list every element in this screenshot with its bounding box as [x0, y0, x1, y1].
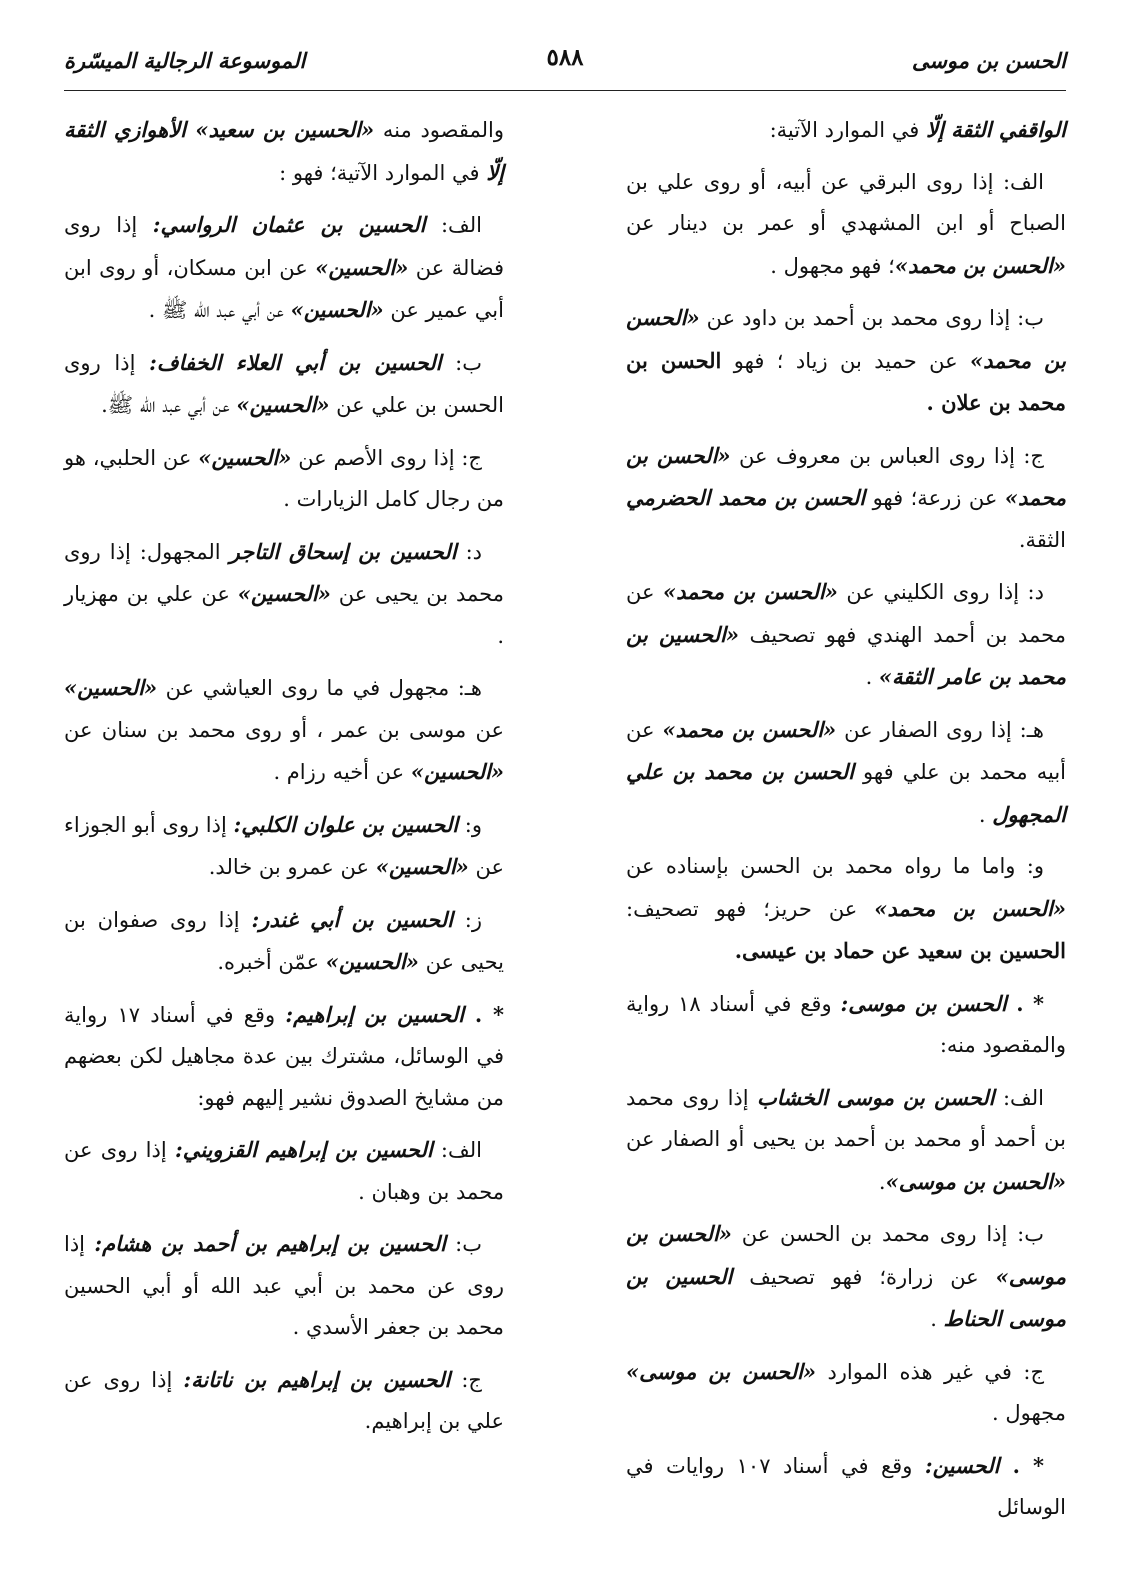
emphasized-name: الحسن بن محمد بن علي المجهول — [626, 759, 1066, 827]
page-number: ٥٨٨ — [546, 44, 584, 71]
bold-text: * . — [999, 1452, 1044, 1478]
emphasized-name: الحسين بن إبراهيم: — [285, 1001, 464, 1027]
paragraph — [626, 709, 1066, 837]
body-text: إذا روى أبو الجوزاء عن — [64, 812, 504, 879]
body-text: الف: — [994, 1085, 1044, 1110]
paragraph — [626, 109, 1066, 152]
body-text: إذا روى عن علي بن إبراهيم. — [64, 1367, 504, 1433]
paragraph — [64, 531, 504, 658]
body-text: ج: إذا روى الأصم عن — [291, 445, 482, 470]
emphasized-name: «الحسين» — [325, 949, 419, 974]
emphasized-name: «الحسن بن موسى» — [626, 1221, 1066, 1289]
emphasized-name: «الحسين» — [64, 675, 158, 700]
emphasized-name: الحسين بن موسى الحناط — [626, 1263, 1066, 1331]
emphasized-name: الحسين بن أبي غندر: — [251, 906, 453, 932]
body-text: إذا روى الحسن بن علي عن — [64, 350, 504, 417]
body-text: ز: — [452, 907, 482, 932]
emphasized-name: «الحسين» — [290, 297, 384, 322]
body-text: إذا روى عن محمد بن وهبان . — [64, 1138, 504, 1204]
body-text: ب: إذا روى محمد بن الحسن عن — [731, 1222, 1044, 1246]
body-text: إذا روى فضالة عن — [64, 213, 504, 280]
left-column — [64, 109, 504, 1539]
body-text: عن أبي عبد الله ﷺ. — [101, 393, 237, 417]
emphasized-name: الحسين بن إبراهيم القزويني: — [174, 1137, 433, 1162]
body-text: الف: إذا روى البرقي عن أبيه، أو روى علي بن الصباح أو ابن المشهدي أو عمر بن دينار عن — [626, 169, 1066, 235]
body-text: الثقة. — [1018, 527, 1066, 552]
body-text: ج: — [450, 1367, 482, 1392]
body-text: . — [878, 1169, 886, 1194]
body-text: هـ: إذا روى الصفار عن — [836, 717, 1044, 742]
body-text: إذا روى محمد بن أحمد أو محمد بن أحمد بن يحيى أو الصفار عن — [626, 1085, 1066, 1151]
emphasized-name: «الحسين» — [315, 254, 409, 280]
emphasized-name: الواقفي الثقة إلّا — [926, 117, 1066, 142]
bold-text: الحسن بن محمد بن علان . — [626, 347, 1066, 415]
body-text: . — [978, 802, 993, 827]
paragraph — [626, 1351, 1066, 1435]
paragraph — [626, 1213, 1066, 1341]
right-column — [626, 109, 1066, 1539]
emphasized-name: «الحسن بن موسى» — [885, 1168, 1066, 1194]
body-text: و: واما ما رواه محمد بن الحسن بإسناده عن — [626, 854, 1044, 878]
body-text: عن الحلبي، هو من رجال كامل الزيارات . — [64, 445, 504, 511]
body-text: مجهول . — [992, 1401, 1066, 1425]
body-text: ج: في غير هذه الموارد — [815, 1359, 1044, 1384]
emphasized-name: الحسين بن أبي العلاء الخفاف: — [149, 349, 442, 375]
emphasized-name: «الحسين» — [375, 854, 469, 879]
emphasized-name: «الحسن بن محمد» — [662, 716, 837, 742]
paragraph — [64, 342, 504, 427]
body-text: الف: — [432, 1138, 482, 1162]
body-text: عن ابن مسكان، أو روى ابن أبي عمير عن — [64, 255, 504, 322]
header-entry-name: الحسن بن موسى — [911, 48, 1066, 73]
body-text: عن أبيه محمد بن علي فهو — [626, 717, 1066, 784]
body-text: عن حميد بن زياد ؛ فهو — [721, 348, 971, 373]
emphasized-name: «الحسين» — [410, 759, 504, 784]
emphasized-name: الحسن بن موسى: — [840, 990, 1007, 1016]
paragraph — [64, 204, 504, 332]
body-text: عمّن أخبره. — [217, 950, 326, 974]
body-text: . — [865, 665, 879, 689]
paragraph — [64, 899, 504, 984]
body-text: عن محمد بن أحمد الهندي فهو تصحيف — [626, 580, 1066, 647]
emphasized-name: «الحسين» — [198, 444, 292, 470]
paragraph — [64, 109, 504, 194]
body-text: عن عمرو بن خالد. — [208, 855, 376, 879]
emphasized-name: «الحسين بن محمد بن عامر الثقة» — [626, 621, 1066, 689]
emphasized-name: «الحسن بن محمد» — [626, 305, 1066, 373]
running-header — [64, 40, 1066, 91]
body-text: د: إذا روى الكليني عن — [837, 580, 1044, 604]
paragraph — [626, 1445, 1066, 1529]
body-text: ب: — [445, 1232, 482, 1256]
body-text: ب: إذا روى محمد بن أحمد بن داود عن — [699, 306, 1044, 330]
body-text: إذا روى عن محمد بن أبي عبد الله أو أبي الحسين محمد بن جعفر الأسدي . — [64, 1232, 504, 1339]
emphasized-name: «الحسن بن محمد» — [894, 252, 1066, 278]
body-text: وقع في أسناد ١٠٧ روايات في الوسائل — [626, 1453, 1066, 1519]
body-text: وقع في أسناد ١٨ رواية والمقصود منه: — [626, 991, 1066, 1057]
body-text: في الموارد الآتية: — [769, 118, 927, 142]
bold-text: * . — [463, 1001, 504, 1027]
emphasized-name: «الحسن بن موسى» — [626, 1358, 816, 1384]
emphasized-name: «الحسين» — [237, 581, 331, 606]
body-text: عن علي بن مهزيار . — [64, 582, 504, 648]
emphasized-name: «الحسن بن محمد» — [874, 895, 1066, 921]
paragraph — [64, 994, 504, 1120]
body-text: ب: — [441, 350, 482, 375]
paragraph — [64, 437, 504, 521]
emphasized-name: الحسين: — [924, 1452, 1000, 1478]
emphasized-name: الحسين بن عثمان الرواسي: — [152, 212, 426, 237]
body-text: ج: إذا روى العباس بن معروف عن — [730, 443, 1044, 468]
emphasized-name: الحسين بن إبراهيم بن أحمد بن هشام: — [94, 1231, 446, 1256]
body-text: الف: — [425, 213, 482, 237]
body-text: عن موسى بن عمر ، أو روى محمد بن سنان عن — [64, 717, 504, 742]
body-text: . — [930, 1307, 944, 1331]
body-text: هـ: مجهول في ما روى العياشي عن — [157, 676, 482, 700]
emphasized-name: الحسن بن محمد الحضرمي — [626, 485, 866, 510]
paragraph — [626, 435, 1066, 562]
body-text: إذا روى صفوان بن يحيى عن — [64, 907, 504, 974]
paragraph — [626, 297, 1066, 425]
bold-text: الحسين بن سعيد عن حماد بن عيسى. — [734, 938, 1066, 963]
body-text: عن أبي عبد الله ﷺ . — [148, 298, 291, 322]
body-text: في الموارد الآتية؛ فهو : — [279, 160, 487, 185]
body-text: والمقصود منه — [374, 118, 504, 142]
emphasized-name: الحسن بن موسى الخشاب — [757, 1084, 995, 1110]
emphasized-name: «الحسين» — [236, 392, 330, 417]
body-text: المجهول: إذا روى محمد بن يحيى عن — [64, 539, 504, 606]
paragraph — [626, 571, 1066, 699]
body-text: عن زرعة؛ فهو — [865, 486, 1005, 510]
paragraph — [64, 667, 504, 794]
paragraph — [64, 1129, 504, 1213]
paragraph — [626, 846, 1066, 973]
body-text: ؛ فهو مجهول . — [770, 253, 895, 278]
paragraph — [626, 162, 1066, 288]
emphasized-name: الحسين بن إبراهيم بن ناتانة: — [183, 1366, 451, 1392]
paragraph — [64, 1223, 504, 1349]
emphasized-name: «الحسن بن محمد» — [626, 442, 1066, 510]
body-text: عن حريز؛ فهو تصحيف: — [626, 896, 875, 921]
emphasized-name: «الحسن بن محمد» — [663, 579, 838, 604]
emphasized-name: «الحسين بن سعيد» الأهوازي الثقة إلّا — [64, 117, 504, 185]
paragraph — [64, 1359, 504, 1443]
paragraph — [626, 983, 1066, 1067]
paragraph — [64, 804, 504, 889]
emphasized-name: الحسين بن علوان الكلبي: — [233, 811, 459, 837]
emphasized-name: الحسين بن إسحاق التاجر — [229, 538, 457, 564]
header-book-title: الموسوعة الرجالية الميسّرة — [64, 48, 306, 73]
body-text: عن أخيه رزام . — [273, 760, 411, 784]
body-text: د: — [456, 539, 483, 564]
text-columns — [64, 109, 1066, 1539]
body-text: و: — [458, 812, 482, 837]
body-text: عن زرارة؛ فهو تصحيف — [732, 1264, 996, 1289]
paragraph — [626, 1077, 1066, 1204]
bold-text: * . — [1006, 990, 1044, 1016]
body-text: وقع في أسناد ١٧ رواية في الوسائل، مشترك بين عدة مجاهيل لكن بعضهم من مشايخ الصدوق نشير إليهم فهو: — [64, 1002, 504, 1110]
